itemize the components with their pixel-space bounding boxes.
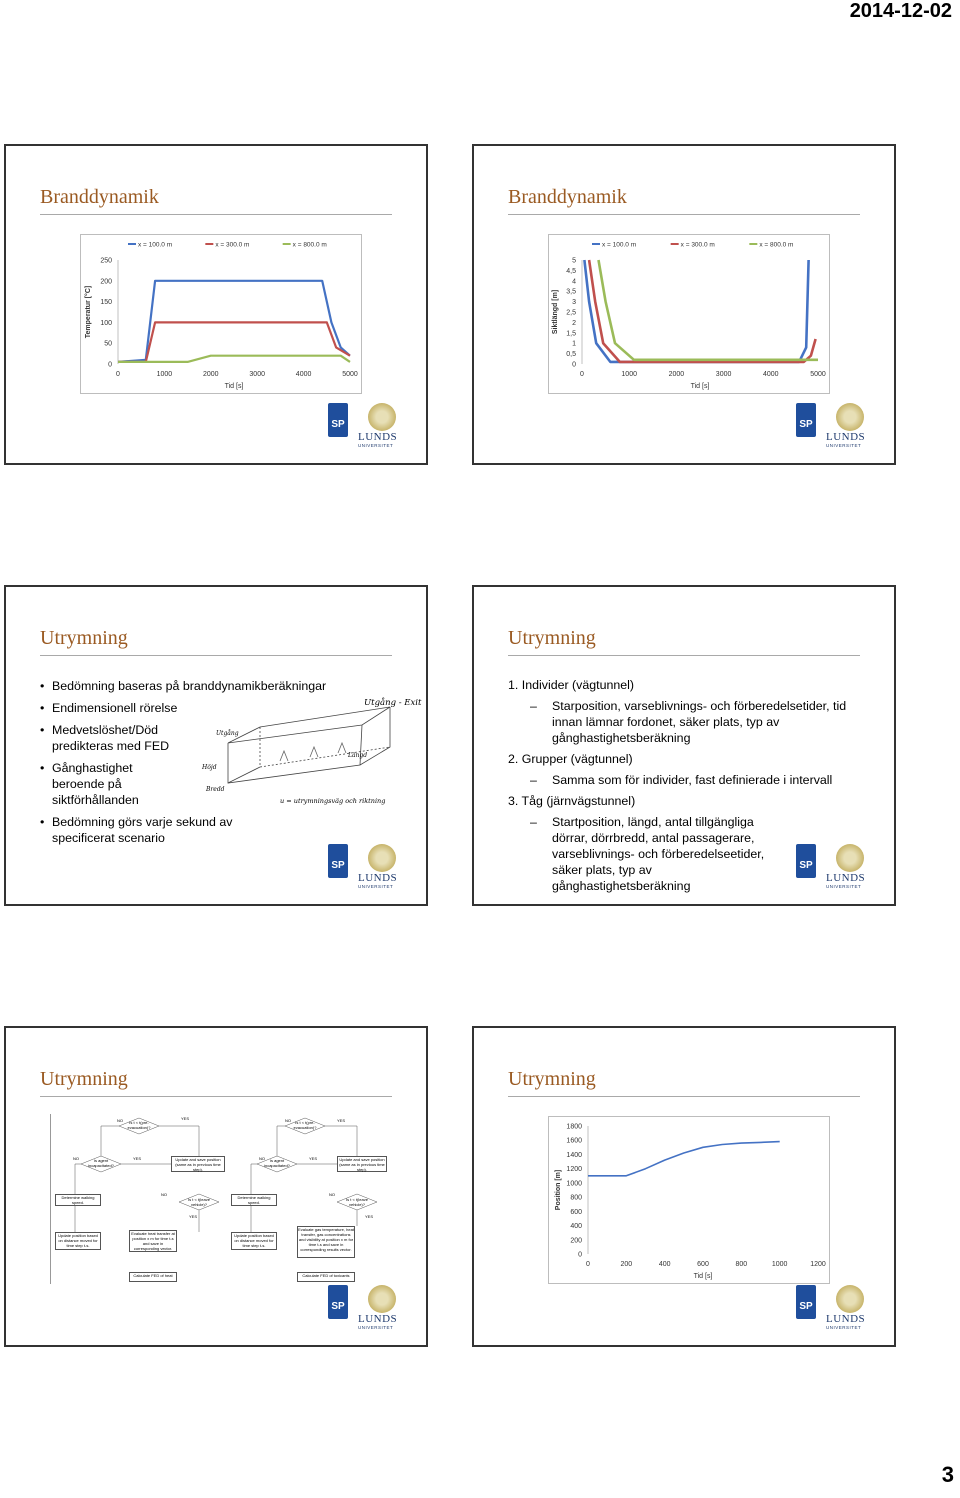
x-tick-label: 1000 — [156, 371, 173, 378]
flow-no-label: NO — [259, 1156, 265, 1161]
temperature-chart — [80, 234, 362, 394]
x-tick-label: 5000 — [810, 371, 826, 378]
title-rule — [508, 214, 860, 215]
list-subitem: – Startposition, längd, antal tillgängliga dörrar, dörrbredd, antal passagerare, varseblivnings- och förberedelseetider, säker plats, typ av gånghastighetsberäkning — [508, 814, 868, 894]
lunds-wordmark: LUNDS — [826, 1313, 866, 1325]
x-tick-label: 0 — [580, 371, 584, 378]
y-tick-label: 1,5 — [566, 330, 576, 338]
y-tick-label: 1400 — [566, 1151, 582, 1159]
flow-yes-label: YES — [336, 1118, 345, 1123]
x-tick-label: 3000 — [249, 371, 265, 378]
sp-logo — [796, 403, 816, 437]
slide-title: Utrymning — [40, 627, 128, 649]
y-tick-label: 100 — [100, 319, 112, 327]
y-tick-label: 150 — [100, 299, 112, 307]
slide-title: Utrymning — [40, 1068, 128, 1090]
y-tick-label: 250 — [100, 257, 112, 265]
lunds-subtitle: UNIVERSITET — [358, 443, 394, 448]
flow-question: Is t < t(leave vehicle)? — [346, 1197, 368, 1207]
list-item: 2. Grupper (vägtunnel) — [508, 752, 633, 766]
sp-logo — [328, 403, 348, 437]
y-tick-label: 600 — [570, 1208, 582, 1216]
y-axis-label: Temperatur [°C] — [85, 285, 92, 339]
sketch-height-label: Höjd — [202, 764, 217, 771]
x-axis-label: Tid [s] — [224, 383, 244, 390]
y-tick-label: 0 — [578, 1251, 582, 1259]
sketch-length-label: Längd — [348, 752, 368, 759]
flow-question: Is agent incapacitated? — [264, 1158, 290, 1168]
logo-group — [328, 844, 408, 890]
x-tick-label: 3000 — [715, 371, 732, 378]
lunds-wordmark: LUNDS — [358, 1313, 398, 1325]
sp-logo-text: SP — [799, 1301, 813, 1312]
flow-box: Update and save position (same as in previous time step). — [337, 1156, 387, 1172]
slide-branddynamik-temperature — [4, 144, 428, 465]
title-rule — [40, 655, 392, 656]
legend-label: x = 300.0 m — [215, 241, 250, 249]
flow-no-label: NO — [285, 1118, 291, 1123]
x-tick-label: 1000 — [771, 1261, 788, 1268]
legend-label: x = 100.0 m — [602, 241, 637, 249]
list-item: 1. Individer (vägtunnel) — [508, 678, 635, 692]
x-tick-label: 2000 — [203, 371, 219, 378]
sketch-exit-label: Utgång - Exit — [364, 698, 422, 708]
y-tick-label: 200 — [570, 1237, 582, 1245]
flow-box: Determine walking speed. — [231, 1194, 277, 1206]
x-tick-label: 4000 — [763, 371, 779, 378]
slide-title: Utrymning — [508, 1068, 596, 1090]
legend-label: x = 100.0 m — [138, 241, 173, 249]
title-rule — [40, 214, 392, 215]
y-tick-label: 0,5 — [566, 351, 576, 359]
x-tick-label: 0 — [116, 371, 120, 378]
slide-utrymning-bullets — [4, 585, 428, 906]
slide-title: Branddynamik — [40, 186, 159, 208]
flow-no-label: NO — [73, 1156, 79, 1161]
flow-no-label: NO — [117, 1118, 123, 1123]
y-tick-label: 3,5 — [566, 288, 576, 296]
y-tick-label: 5 — [572, 257, 576, 265]
flow-box: Update and save position (same as in previous time step). — [171, 1156, 225, 1172]
lunds-subtitle: UNIVERSITET — [358, 884, 394, 889]
visibility-chart — [548, 234, 830, 394]
lunds-subtitle: UNIVERSITET — [826, 1325, 862, 1330]
x-tick-label: 4000 — [295, 371, 312, 378]
sp-logo-text: SP — [331, 860, 345, 871]
lunds-wordmark: LUNDS — [826, 872, 866, 884]
list-item: 3. Tåg (järnvägstunnel) — [508, 794, 636, 808]
x-tick-label: 0 — [586, 1261, 590, 1268]
y-tick-label: 400 — [570, 1223, 582, 1231]
bullet-item: • Bedömning baseras på branddynamikberäkningar — [40, 678, 346, 694]
logo-group — [328, 1285, 408, 1331]
flow-question: Is agent incapacitated? — [88, 1158, 114, 1168]
y-tick-label: 2,5 — [566, 309, 576, 317]
chart-frame — [81, 235, 362, 394]
page-number: 3 — [941, 1462, 954, 1487]
y-tick-label: 1800 — [566, 1123, 582, 1131]
slide-title: Utrymning — [508, 627, 596, 649]
sketch-legend: u = utrymningsväg och riktning — [280, 797, 386, 805]
lunds-wordmark: LUNDS — [358, 872, 398, 884]
y-tick-label: 200 — [100, 278, 112, 286]
flow-box: Update position based on distance moved for time step t-s. — [231, 1232, 277, 1250]
flow-no-label: NO — [161, 1192, 167, 1197]
sp-logo-text: SP — [799, 419, 813, 430]
y-tick-label: 1600 — [566, 1137, 582, 1145]
page-date: 2014-12-02 — [849, 0, 952, 22]
flow-yes-label: YES — [180, 1116, 189, 1121]
sketch-width-label: Bredd — [206, 786, 225, 793]
list-subitem: – Starposition, varseblivnings- och förberedelsetider, tid innan lämnar fordonet, säker plats, typ av gånghastighetsberäkning — [508, 698, 868, 746]
x-tick-label: 800 — [735, 1261, 748, 1268]
logo-group — [328, 403, 408, 449]
lunds-seal-icon — [368, 1285, 396, 1313]
x-tick-label: 200 — [620, 1261, 633, 1268]
legend-label: x = 300.0 m — [680, 241, 715, 249]
logo-group — [796, 403, 876, 449]
y-tick-label: 4 — [572, 278, 576, 286]
flow-yes-label: YES — [132, 1156, 141, 1161]
lunds-seal-icon — [836, 403, 864, 431]
bullet-item: • Bedömning görs varje sekund av specificerat scenario — [40, 814, 242, 846]
lunds-subtitle: UNIVERSITET — [826, 443, 862, 448]
y-axis-label: Siktlängd [m] — [552, 289, 559, 335]
flow-box: Update position based on distance moved for time step t-s. — [55, 1232, 101, 1250]
sp-logo-text: SP — [331, 419, 345, 430]
bullet-item: • Endimensionell rörelse — [40, 700, 346, 716]
sketch-lid-label: Utgång — [216, 730, 239, 737]
flow-question: Is t < t(pre-evacuation)? — [293, 1120, 317, 1130]
flow-question: Is t < t(leave vehicle)? — [188, 1197, 210, 1207]
y-tick-label: 3 — [572, 299, 576, 307]
flow-yes-label: YES — [364, 1214, 373, 1219]
y-tick-label: 800 — [570, 1194, 582, 1202]
flow-box: Evaluate gas temperature, heat transfer, gas concentrations and visibility at position x m for time t-s and save in corresponding results vector. — [297, 1226, 355, 1258]
sp-logo — [796, 844, 816, 878]
sp-logo — [796, 1285, 816, 1319]
x-tick-label: 400 — [658, 1261, 671, 1268]
sp-logo-text: SP — [331, 1301, 345, 1312]
lunds-seal-icon — [368, 844, 396, 872]
slide-branddynamik-visibility — [472, 144, 896, 465]
y-tick-label: 1000 — [566, 1180, 582, 1188]
lunds-seal-icon — [836, 844, 864, 872]
legend-label: x = 800.0 m — [759, 241, 794, 249]
flow-no-label: NO — [329, 1192, 335, 1197]
lunds-seal-icon — [368, 403, 396, 431]
list-subitem: – Samma som för individer, fast definierade i intervall — [508, 772, 868, 788]
slide-utrymning-position — [472, 1026, 896, 1347]
y-tick-label: 2 — [572, 319, 576, 327]
x-tick-label: 5000 — [342, 371, 358, 378]
flow-box: Calculate FED of toxicants — [297, 1272, 355, 1282]
logo-group — [796, 1285, 876, 1331]
sp-logo — [328, 844, 348, 878]
y-tick-label: 4,5 — [566, 267, 576, 275]
x-axis-label: Tid [s] — [690, 383, 710, 390]
flowchart-connectors — [51, 1114, 391, 1284]
title-rule — [508, 655, 860, 656]
y-tick-label: 0 — [108, 361, 112, 369]
x-tick-label: 2000 — [668, 371, 685, 378]
flow-box: Calculate FED of heat — [129, 1272, 177, 1282]
y-tick-label: 50 — [104, 340, 112, 348]
lunds-subtitle: UNIVERSITET — [358, 1325, 394, 1330]
title-rule — [40, 1096, 392, 1097]
slide-title: Branddynamik — [508, 186, 627, 208]
lunds-wordmark: LUNDS — [826, 431, 866, 443]
flowchart — [50, 1114, 391, 1284]
legend-label: x = 800.0 m — [292, 241, 327, 249]
slide-utrymning-list — [472, 585, 896, 906]
lunds-subtitle: UNIVERSITET — [826, 884, 862, 889]
sp-logo — [328, 1285, 348, 1319]
bullet-item: • Medvetslöshet/Död predikteras med FED — [40, 722, 182, 754]
lunds-wordmark: LUNDS — [358, 431, 398, 443]
y-axis-label: Position [m] — [555, 1169, 562, 1211]
flow-box: Determine walking speed. — [55, 1194, 101, 1206]
logo-group — [796, 844, 876, 890]
x-axis-label: Tid [s] — [693, 1273, 713, 1280]
y-tick-label: 0 — [572, 361, 576, 369]
y-tick-label: 1 — [572, 340, 576, 348]
title-rule — [508, 1096, 860, 1097]
lunds-seal-icon — [836, 1285, 864, 1313]
flow-yes-label: YES — [308, 1156, 317, 1161]
sp-logo-text: SP — [799, 860, 813, 871]
x-tick-label: 1000 — [621, 371, 637, 378]
position-chart — [548, 1116, 830, 1284]
x-tick-label: 1200 — [810, 1261, 826, 1268]
bullet-item: • Gånghastighet beroende på siktförhållanden — [40, 760, 152, 808]
flow-box: Evaluate heat transfer at position x m for time t-s and save in corresponding vector. — [129, 1230, 177, 1252]
x-tick-label: 600 — [697, 1261, 709, 1268]
tunnel-sketch — [200, 695, 426, 833]
y-tick-label: 1200 — [566, 1166, 582, 1174]
slide-utrymning-flowchart — [4, 1026, 428, 1347]
flow-question: Is t < t(pre-evacuation)? — [127, 1120, 151, 1130]
chart-frame — [549, 1117, 830, 1284]
flow-yes-label: YES — [188, 1214, 197, 1219]
